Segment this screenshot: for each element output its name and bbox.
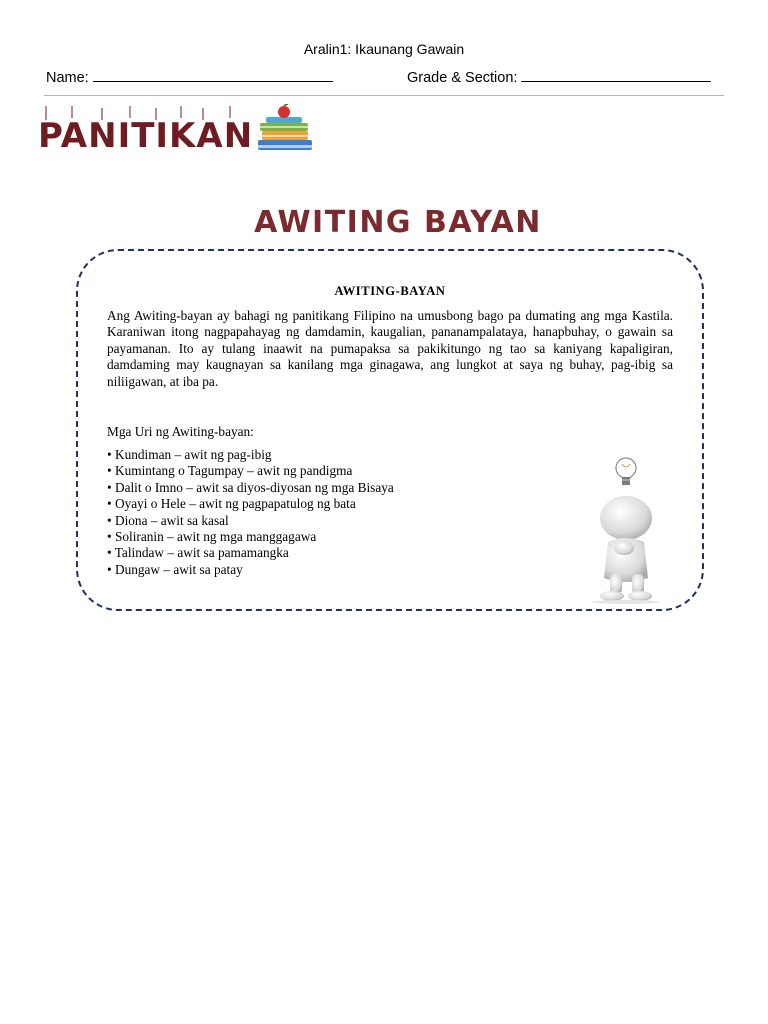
list-item: • Soliranin – awit ng mga manggagawa [107,529,317,545]
list-item: • Kumintang o Tagumpay – awit ng pandigma [107,463,353,479]
types-heading: Mga Uri ng Awiting-bayan: [107,424,254,439]
name-blank [93,67,333,82]
grade-section-label: Grade & Section: [407,70,518,86]
list-item: • Kundiman – awit ng pag-ibig [107,447,272,462]
grade-section-blank [521,67,711,82]
list-item: • Dungaw – awit sa patay [107,561,243,577]
content-paragraph: Ang Awiting-bayan ay bahagi ng panitikang Filipino na umusbong bago pa dumating ang mga Kastila. Karaniwan itong nagpapahayag ng damdamin, kaugalian, pananampalataya, hanapbuhay, o gawain sa payamanan. Ito ay tulang inaawit na pumapaksa sa pakikitungo ng tao sa kaniyang kapaligiran, damdaming may kaugnayan sa kanilang mga ginagawa, ang lungkot at saya ng buhay, pag-ibig sa niliigawan, at iba pa. [107,308,673,389]
types-list [107,447,394,578]
panitikan-logo [38,106,328,156]
list-item: • Diona – awit sa kasal [107,512,229,528]
list-item: • Talindaw – awit sa pamamangka [107,545,289,561]
thinking-figure-lightbulb-icon [582,452,674,604]
worksheet-title: Aralin1: Ikaunang Gawain [303,41,465,57]
header-divider [44,95,724,96]
grade-section-field [407,67,711,87]
list-item: • Dalit o Imno – awit sa diyos-diyosan ng mga Bisaya [107,479,394,495]
content-heading: AWITING-BAYAN [334,284,446,298]
logo-text: PANITIKAN [38,116,254,156]
name-field [46,67,333,87]
name-label: Name: [46,70,89,86]
books-apple-icon [252,104,316,156]
page-title: AWITING BAYAN [254,205,542,240]
list-item: • Oyayi o Hele – awit ng pagpapatulog ng bata [107,496,356,512]
